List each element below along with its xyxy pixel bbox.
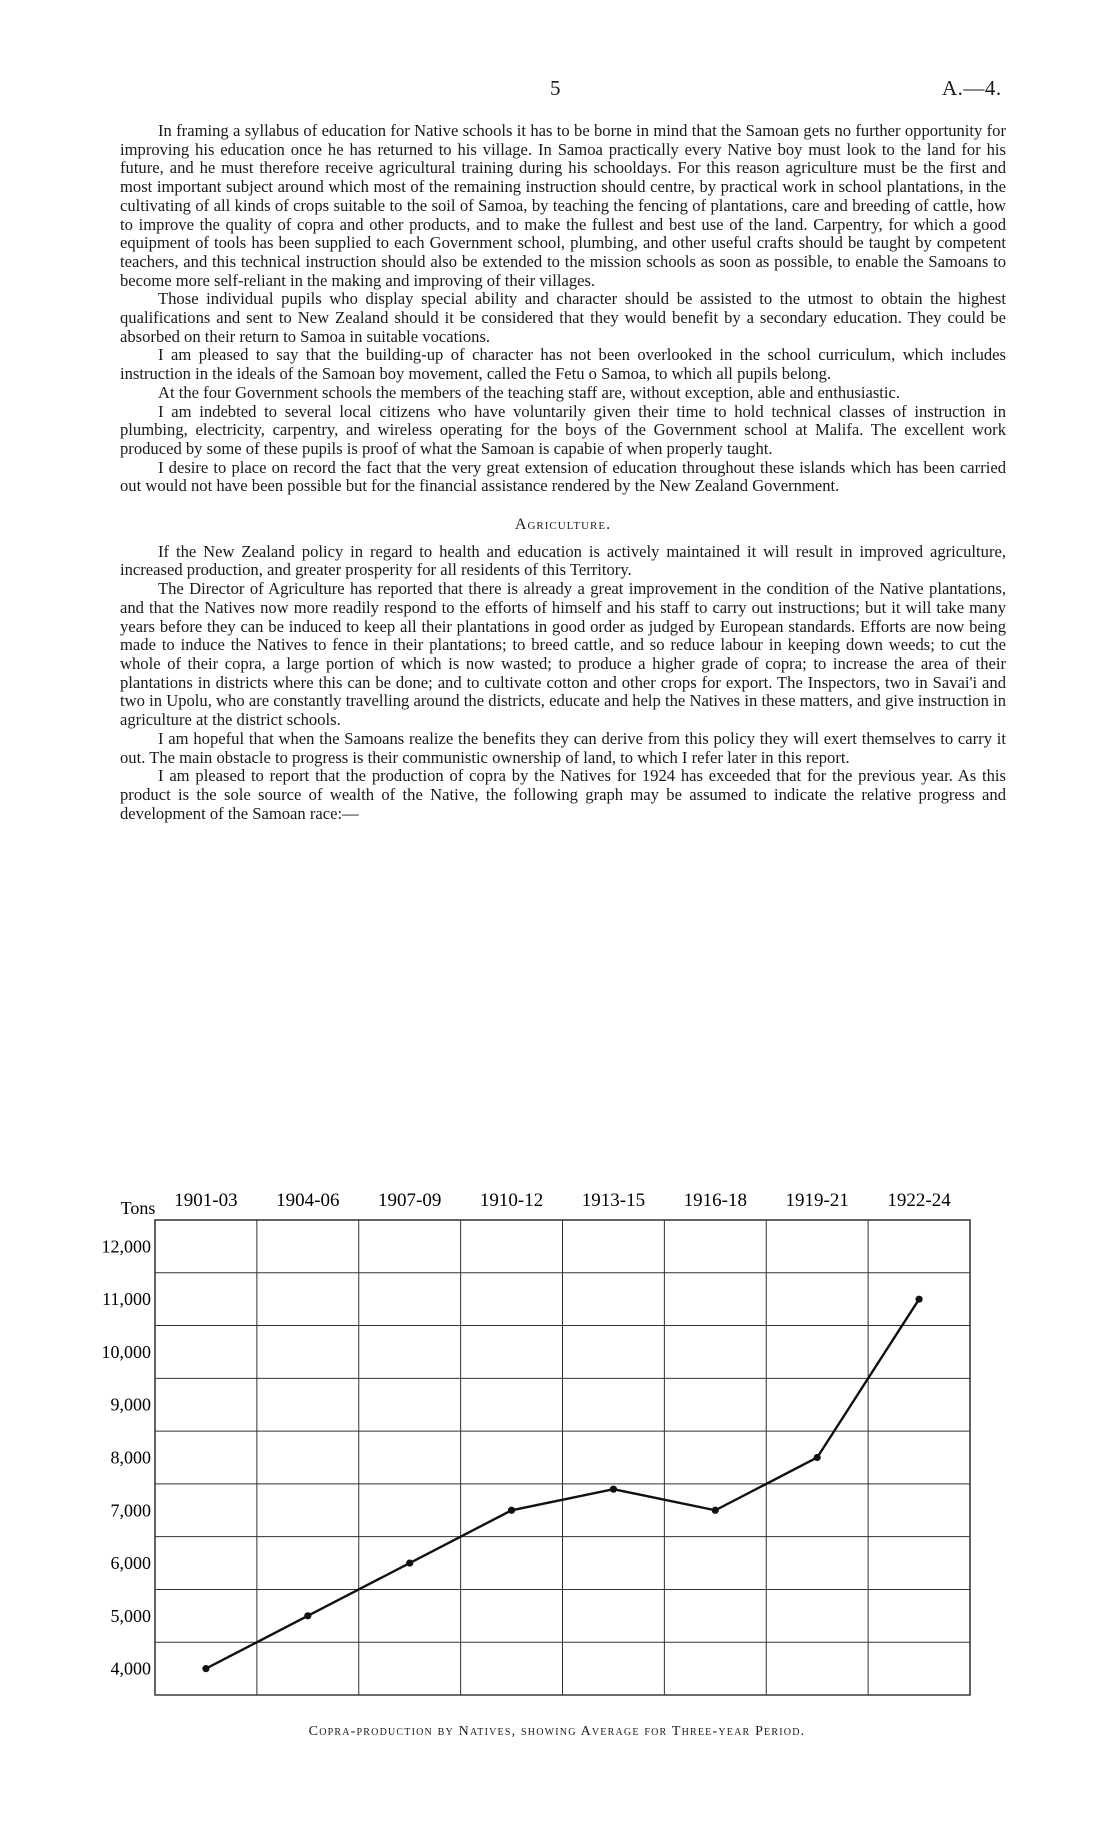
data-point bbox=[814, 1454, 821, 1461]
paragraph-director-report: The Director of Agriculture has reported that there is already a great improvement in the condition of the Native plantations, and that the Natives now more readily respond to the efforts of himself and his staff to carry out instructions; but it will take many years before they can be induced to keep all their plantations in good order as judged by European standards. Efforts are now being made to induce the Natives to fence in their plantations; to breed cattle, and so reduce labour in keeping down weeds; to cut the whole of their copra, a large portion of which is now wasted; to produce a higher grade of copra; to increase the area of their plantations in districts where this can be done; and to cultivate cotton and other crops for export. The Inspectors, two in Savai'i and two in Upolu, who are constantly travelling around the districts, educate and help the Natives in these matters, and give instruction in agriculture at the district schools. bbox=[120, 579, 1006, 730]
data-point bbox=[202, 1665, 209, 1672]
data-point bbox=[406, 1559, 413, 1566]
data-point bbox=[304, 1612, 311, 1619]
data-point bbox=[508, 1507, 515, 1514]
y-tick-label: 11,000 bbox=[102, 1289, 151, 1310]
x-tick-label: 1907-09 bbox=[378, 1190, 442, 1211]
paragraph-hopeful: I am hopeful that when the Samoans realize the benefits they can derive from this policy they will exert themselves to carry it out. The main obstacle to progress is their communistic ownership of land, to which I refer later in this report. bbox=[120, 728, 1006, 767]
paragraph-teaching-staff: At the four Government schools the members of the teaching staff are, without exception, able and enthusiastic. bbox=[158, 382, 901, 402]
paragraph-individual-pupils: Those individual pupils who display special ability and character should be assisted to the utmost to obtain the highest qualifications and sent to New Zealand should it be considered that they would benefit by a secondary education. They could be absorbed on their return to Samoa in suitable vocations. bbox=[120, 289, 1006, 346]
y-tick-label: 9,000 bbox=[110, 1394, 151, 1415]
agriculture-heading: Agriculture. bbox=[514, 516, 612, 534]
data-point bbox=[712, 1507, 719, 1514]
paragraph-syllabus: In framing a syllabus of education for Native schools it has to be borne in mind that the Samoan gets no further opportunity for improving his education once he has returned to his village. In Samoa practically every Native boy must look to the land for his future, and he must therefore receive agricultural training during his schooldays. For this reason agriculture must be the first and most important subject around which most of the remaining instruction should centre, by practical work in school plantations, in the cultivating of all kinds of crops suitable to the soil of Samoa, by teaching the fencing of plantations, care and breeding of cattle, how to improve the quality of copra and other products, and to make the fullest and best use of the land. Carpentry, for which a good equipment of tools has been supplied to each Government school, plumbing, and other useful crafts should be taught by competent teachers, and this technical instruction should also be extended to the mission schools as soon as possible, to enable the Samoans to become more self-reliant in the making and improving of their villages. bbox=[120, 121, 1006, 290]
x-tick-label: 1901-03 bbox=[174, 1190, 238, 1211]
y-axis-label: Tons bbox=[120, 1198, 156, 1218]
data-point bbox=[610, 1486, 617, 1493]
y-tick-label: 8,000 bbox=[110, 1447, 151, 1468]
y-tick-label: 10,000 bbox=[101, 1341, 151, 1362]
paragraph-policy: If the New Zealand policy in regard to health and education is actively maintained it will result in improved agriculture, increased production, and greater prosperity for all residents of this Territory. bbox=[120, 541, 1006, 580]
report-body bbox=[120, 122, 1006, 823]
x-tick-label: 1904-06 bbox=[276, 1190, 340, 1211]
y-tick-label: 7,000 bbox=[110, 1500, 151, 1521]
y-tick-label: 4,000 bbox=[110, 1658, 151, 1679]
paragraph-financial-assistance: I desire to place on record the fact that the very great extension of education throughout these islands which has been carried out would not have been possible but for the financial assistance rendered by the New Zealand Government. bbox=[120, 457, 1006, 496]
paragraph-copra-report: I am pleased to report that the production of copra by the Natives for 1924 has exceeded that for the previous year. As this product is the sole source of wealth of the Native, the following graph may be assumed to indicate the relative progress and development of the Samoan race:— bbox=[120, 766, 1006, 823]
paragraph-local-citizens: I am indebted to several local citizens who have voluntarily given their time to hold technical classes of instruction in plumbing, electricity, carpentry, and wireless operating for the boys of the Government school at Malifa. The excellent work produced by some of these pupils is proof of what the Samoan is capabie of when properly taught. bbox=[120, 401, 1006, 458]
y-tick-label: 12,000 bbox=[101, 1236, 151, 1257]
y-tick-label: 5,000 bbox=[110, 1605, 151, 1626]
document-reference: A.—4. bbox=[942, 76, 1002, 100]
x-tick-label: 1913-15 bbox=[581, 1190, 646, 1211]
chart-caption: Copra-production by Natives, showing Average for Three-year Period. bbox=[308, 1724, 806, 1739]
paragraph-character: I am pleased to say that the building-up of character has not been overlooked in the school curriculum, which includes instruction in the ideals of the Samoan boy movement, called the Fetu o Samoa, to which all pupils belong. bbox=[120, 345, 1006, 384]
page-number: 5 bbox=[550, 76, 561, 100]
y-tick-label: 6,000 bbox=[110, 1553, 151, 1574]
x-tick-label: 1916-18 bbox=[683, 1190, 747, 1211]
x-tick-label: 1922-24 bbox=[887, 1190, 951, 1211]
x-tick-label: 1919-21 bbox=[785, 1190, 849, 1211]
x-tick-label: 1910-12 bbox=[479, 1190, 544, 1211]
copra-chart-svg bbox=[101, 1170, 1020, 1710]
data-point bbox=[915, 1296, 922, 1303]
copra-chart bbox=[101, 1170, 1020, 1710]
